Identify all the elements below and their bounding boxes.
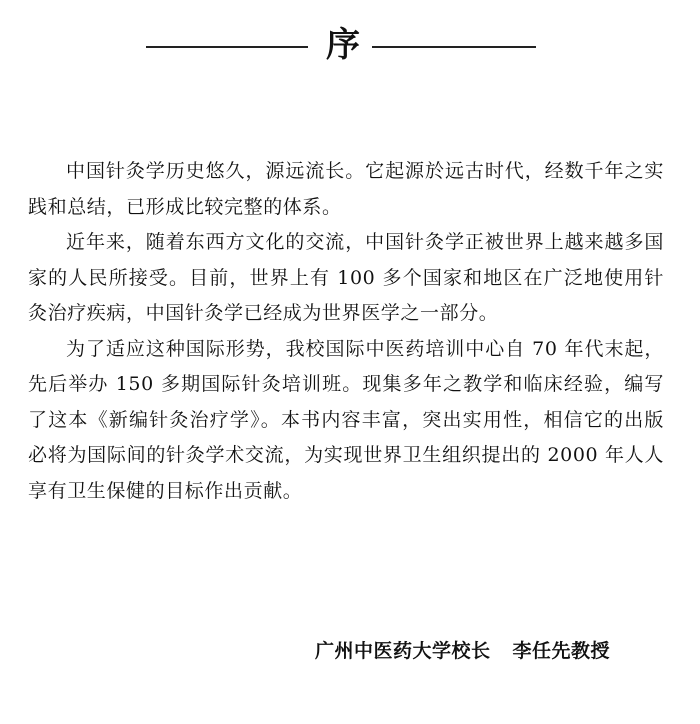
paragraph-book: 为了适应这种国际形势，我校国际中医药培训中心自 70 年代末起，先后举办 150 多期国际针灸培训班。现集多年之教学和临床经验，编写了这本《新编针灸治疗学》。本书内容丰富，突出实用性，相信它的出版必将为国际间的针灸学术交流，为实现世界卫生组织提出的 2000 年人人享有卫生保健的目标作出贡献。 — [28, 337, 664, 502]
title-row — [0, 18, 700, 72]
page-title: 序 — [326, 25, 360, 65]
signature-institution-title: 广州中医药大学校长 — [314, 640, 491, 662]
title-rule-left — [146, 46, 308, 48]
paragraph-spread: 近年来，随着东西方文化的交流，中国针灸学正被世界上越来越多国家的人民所接受。目前，世界上有 100 多个国家和地区在广泛地使用针灸治疗疾病，中国针灸学已经成为世界医学之一部分。 — [28, 231, 664, 324]
title-rule-right — [372, 46, 536, 48]
signature — [0, 636, 610, 663]
paragraph-origin: 中国针灸学历史悠久，源远流长。它起源於远古时代，经数千年之实践和总结，已形成比较完整的体系。 — [28, 160, 664, 218]
preface-body — [28, 154, 664, 509]
signature-person: 李任先教授 — [512, 640, 610, 662]
